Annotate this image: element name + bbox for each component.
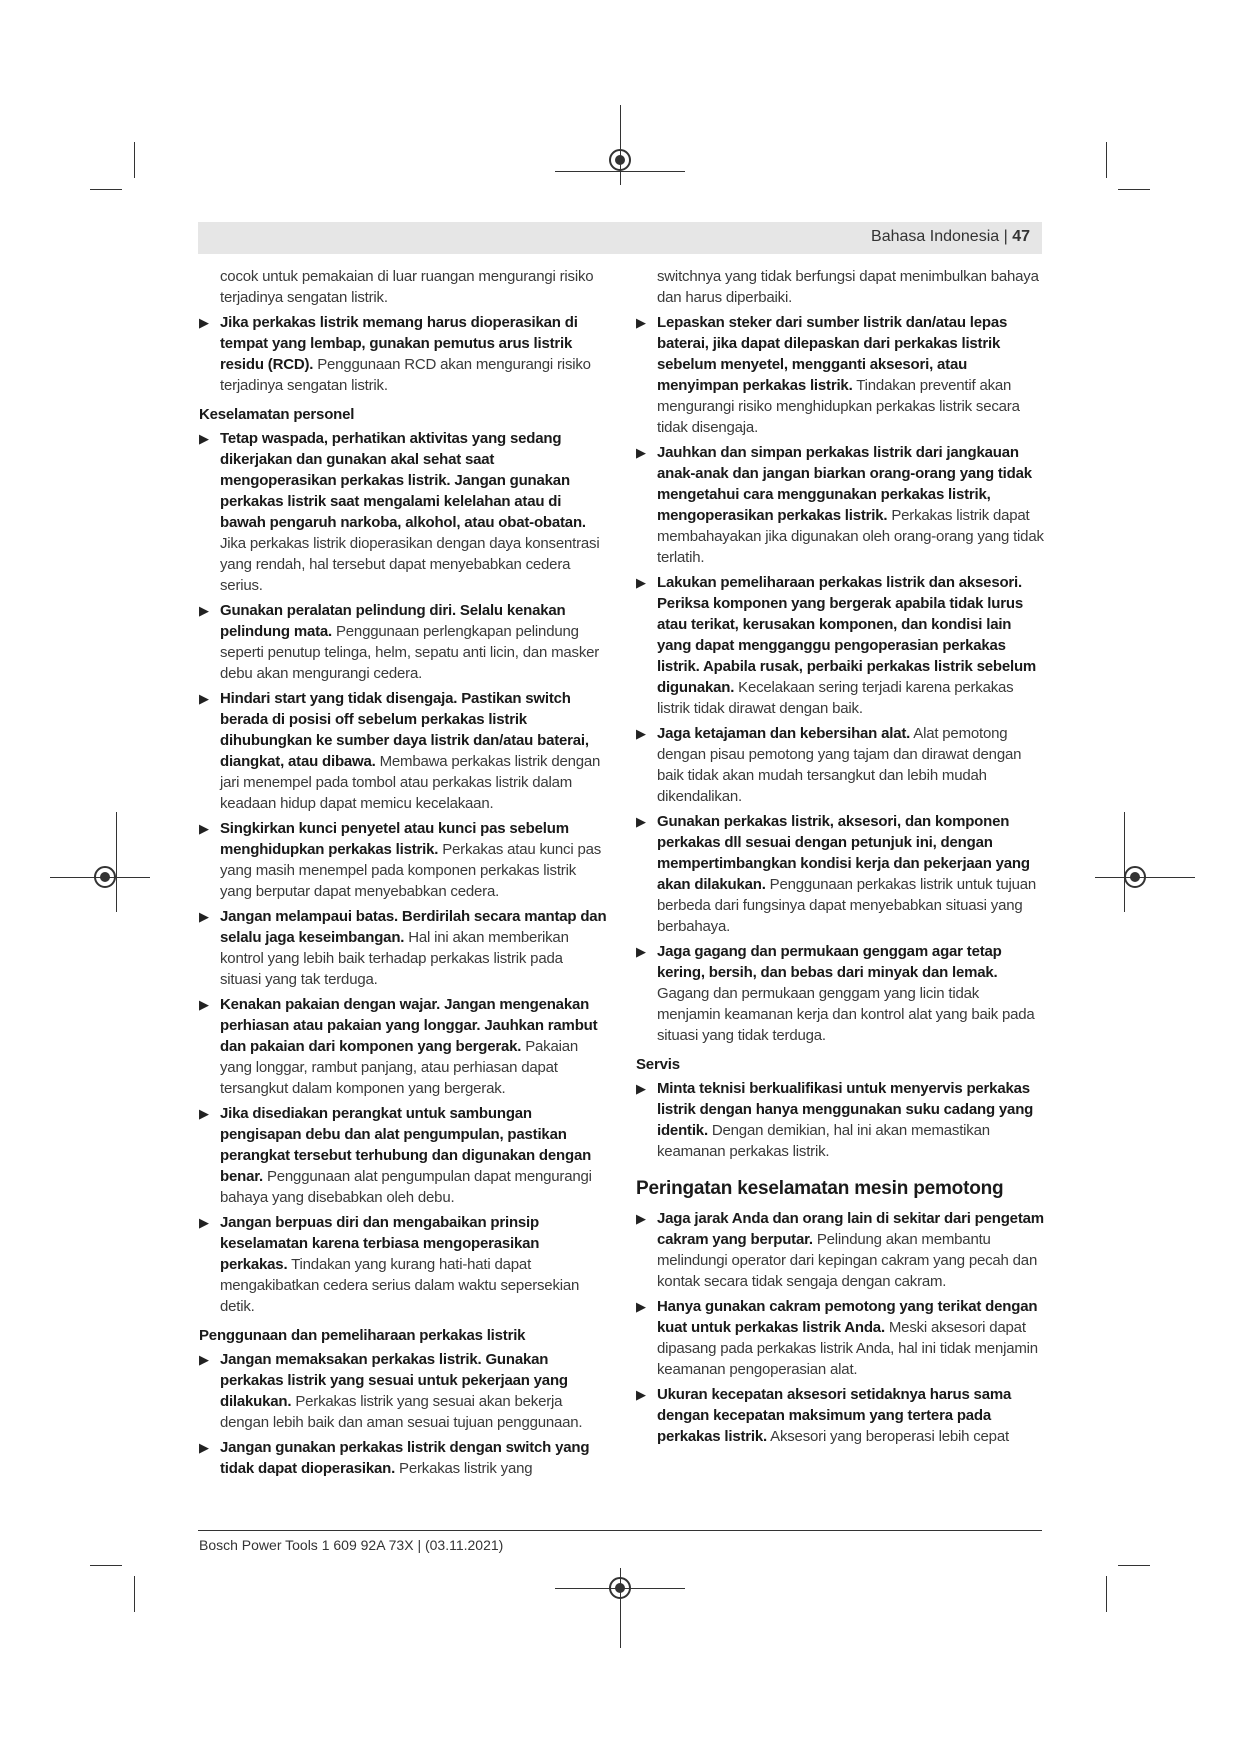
bullet-arrow-icon: ▶ — [636, 1081, 646, 1096]
bullet-text: Gagang dan permukaan genggam yang licin tidak menjamin keamanan kerja dan kontrol alat yang baik pada situasi yang tidak terduga. — [657, 985, 1035, 1044]
bullet-text: Tindakan yang kurang hati-hati dapat mengakibatkan cedera serius dalam waktu sepersekian detik. — [220, 1256, 580, 1315]
crop-mark — [90, 1565, 122, 1566]
left-column — [199, 266, 607, 1483]
bullet-item — [199, 1349, 607, 1433]
bullet-lead: Jaga ketajaman dan kebersihan alat. — [657, 725, 911, 742]
footer-rule — [198, 1530, 1042, 1531]
header-language: Bahasa Indonesia — [871, 228, 1000, 245]
registration-line-v — [1124, 812, 1125, 912]
header-separator: | — [999, 228, 1013, 245]
bullet-arrow-icon: ▶ — [636, 315, 646, 330]
bullet-text: Pakaian yang longgar, rambut panjang, atau perhiasan dapat tersangkut dalam komponen yang bergerak. — [220, 1038, 579, 1097]
bullet-text: Tindakan preventif akan mengurangi risiko menghidupkan perkakas listrik secara tidak disengaja. — [657, 377, 1020, 436]
bullet-item — [199, 312, 607, 396]
subheading-service: Servis — [636, 1056, 680, 1073]
bullet-text: Perkakas listrik dapat membahayakan jika digunakan oleh orang-orang yang tidak terlatih. — [657, 507, 1044, 566]
registration-mark-icon — [609, 1577, 631, 1599]
bullet-lead: Kenakan pakaian dengan wajar. Jangan mengenakan perhiasan atau pakaian yang longgar. Jauhkan rambut dan pakaian dari komponen yang bergerak. — [220, 996, 598, 1055]
bullet-item — [199, 428, 607, 596]
bullet-lead: Jauhkan dan simpan perkakas listrik dari jangkauan anak-anak dan jangan biarkan orang-orang yang tidak mengetahui cara menggunakan perkakas listrik, mengoperasikan perkakas listrik. — [657, 444, 1032, 524]
bullet-arrow-icon: ▶ — [636, 445, 646, 460]
crop-mark — [134, 142, 135, 178]
page-header — [198, 222, 1042, 254]
bullet-lead: Jika perkakas listrik memang harus dioperasikan di tempat yang lembap, gunakan pemutus arus listrik residu (RCD). — [220, 314, 578, 373]
bullet-lead: Jangan gunakan perkakas listrik dengan switch yang tidak dapat dioperasikan. — [220, 1439, 590, 1477]
bullet-item — [636, 941, 1044, 1046]
bullet-arrow-icon: ▶ — [199, 691, 209, 706]
bullet-arrow-icon: ▶ — [199, 821, 209, 836]
bullet-arrow-icon: ▶ — [636, 944, 646, 959]
bullet-arrow-icon: ▶ — [636, 1299, 646, 1314]
right-column — [636, 266, 1044, 1451]
continued-paragraph: switchnya yang tidak berfungsi dapat menimbulkan bahaya dan harus diperbaiki. — [657, 268, 1039, 306]
bullet-item — [199, 906, 607, 990]
bullet-text: Dengan demikian, hal ini akan memastikan keamanan perkakas listrik. — [657, 1122, 990, 1160]
registration-mark-icon — [609, 149, 631, 171]
bullet-text: Perkakas atau kunci pas yang masih menempel pada komponen perkakas listrik yang berputar dapat menyebabkan cedera. — [220, 841, 602, 900]
bullet-text: Kecelakaan sering terjadi karena perkakas listrik tidak dirawat dengan baik. — [657, 679, 1014, 717]
bullet-item — [199, 1103, 607, 1208]
bullet-item — [199, 818, 607, 902]
bullet-item — [199, 994, 607, 1099]
bullet-item — [636, 1078, 1044, 1162]
bullet-item — [636, 1384, 1044, 1447]
bullet-text: Meski aksesori dapat dipasang pada perkakas listrik Anda, hal ini tidak menjamin keamanan pengoperasian alat. — [657, 1319, 1038, 1378]
bullet-item — [199, 1437, 607, 1479]
bullet-item — [636, 723, 1044, 807]
bullet-text: Aksesori yang beroperasi lebih cepat — [767, 1428, 1009, 1445]
bullet-lead: Minta teknisi berkualifikasi untuk menyervis perkakas listrik dengan hanya menggunakan suku cadang yang identik. — [657, 1080, 1034, 1139]
bullet-lead: Jaga gagang dan permukaan genggam agar tetap kering, bersih, dan bebas dari minyak dan lemak. — [657, 943, 1002, 981]
crop-mark — [90, 189, 122, 190]
bullet-text: Perkakas listrik yang sesuai akan bekerja dengan lebih baik dan aman sesuai tujuan penggunaan. — [220, 1393, 583, 1431]
registration-line-v — [620, 105, 621, 185]
bullet-arrow-icon: ▶ — [636, 1387, 646, 1402]
bullet-lead: Gunakan peralatan pelindung diri. Selalu kenakan pelindung mata. — [220, 602, 566, 640]
bullet-item — [199, 600, 607, 684]
bullet-arrow-icon: ▶ — [199, 315, 209, 330]
registration-mark-icon — [1124, 866, 1146, 888]
bullet-item — [636, 1296, 1044, 1380]
bullet-lead: Hanya gunakan cakram pemotong yang terikat dengan kuat untuk perkakas listrik Anda. — [657, 1298, 1038, 1336]
bullet-lead: Jangan melampaui batas. Berdirilah secara mantap dan selalu jaga keseimbangan. — [220, 908, 607, 946]
bullet-arrow-icon: ▶ — [199, 603, 209, 618]
bullet-text: Pelindung akan membantu melindungi operator dari kepingan cakram yang pecah dan kontak secara tidak sengaja dengan cakram. — [657, 1231, 1038, 1290]
bullet-lead: Jaga jarak Anda dan orang lain di sekitar dari pengetam cakram yang berputar. — [657, 1210, 1044, 1248]
bullet-lead: Jangan berpuas diri dan mengabaikan prinsip keselamatan karena terbiasa mengoperasikan perkakas. — [220, 1214, 540, 1273]
page-number: 47 — [1012, 228, 1030, 245]
bullet-lead: Gunakan perkakas listrik, aksesori, dan komponen perkakas dll sesuai dengan petunjuk ini, dengan mempertimbangkan kondisi kerja dan pekerjaan yang akan dilakukan. — [657, 813, 1030, 893]
bullet-arrow-icon: ▶ — [199, 1106, 209, 1121]
bullet-item — [636, 312, 1044, 438]
crop-mark — [1118, 1565, 1150, 1566]
bullet-text: Penggunaan RCD akan mengurangi risiko terjadinya sengatan listrik. — [220, 356, 591, 394]
bullet-item — [636, 1208, 1044, 1292]
bullet-lead: Ukuran kecepatan aksesori setidaknya harus sama dengan kecepatan maksimum yang tertera pada perkakas listrik. — [657, 1386, 1012, 1445]
bullet-text: Penggunaan perlengkapan pelindung seperti penutup telinga, helm, sepatu anti licin, dan masker debu akan mengurangi cedera. — [220, 623, 600, 682]
crop-mark — [1118, 189, 1150, 190]
bullet-text: Jika perkakas listrik dioperasikan dengan daya konsentrasi yang rendah, hal tersebut dapat menyebabkan cedera serius. — [220, 535, 600, 594]
crop-mark — [134, 1576, 135, 1612]
bullet-arrow-icon: ▶ — [199, 909, 209, 924]
registration-line-v — [116, 812, 117, 912]
registration-mark-icon — [94, 866, 116, 888]
continued-paragraph: cocok untuk pemakaian di luar ruangan mengurangi risiko terjadinya sengatan listrik. — [220, 268, 594, 306]
bullet-lead: Lakukan pemeliharaan perkakas listrik dan aksesori. Periksa komponen yang bergerak apabila tidak lurus atau terikat, kerusakan komponen, dan kondisi lain yang dapat mengganggu pengoperasian perkakas listrik. Apabila rusak, perbaiki perkakas listrik sebelum digunakan. — [657, 574, 1037, 696]
bullet-arrow-icon: ▶ — [199, 431, 209, 446]
bullet-item — [636, 442, 1044, 568]
bullet-text: Perkakas listrik yang — [395, 1460, 533, 1477]
bullet-item — [199, 688, 607, 814]
bullet-arrow-icon: ▶ — [636, 814, 646, 829]
bullet-arrow-icon: ▶ — [636, 1211, 646, 1226]
crop-mark — [1106, 142, 1107, 178]
bullet-item — [636, 572, 1044, 719]
bullet-text: Alat pemotong dengan pisau pemotong yang tajam dan dirawat dengan baik tidak akan mudah tersangkut dan lebih mudah dikendalikan. — [657, 725, 1022, 805]
bullet-lead: Singkirkan kunci penyetel atau kunci pas sebelum menghidupkan perkakas listrik. — [220, 820, 569, 858]
bullet-lead: Lepaskan steker dari sumber listrik dan/atau lepas baterai, jika dapat dilepaskan dari perkakas listrik sebelum menyetel, mengganti aksesori, atau menyimpan perkakas listrik. — [657, 314, 1008, 394]
subheading-personal-safety: Keselamatan personel — [199, 406, 355, 423]
bullet-lead: Tetap waspada, perhatikan aktivitas yang sedang dikerjakan dan gunakan akal sehat saat mengoperasikan perkakas listrik. Jangan gunakan perkakas listrik saat mengalami kelelahan atau di bawah pengaruh narkoba, alkohol, atau obat-obatan. — [220, 430, 586, 531]
page-footer: Bosch Power Tools 1 609 92A 73X | (03.11.2021) — [199, 1537, 504, 1553]
bullet-text: Penggunaan perkakas listrik untuk tujuan berbeda dari fungsinya dapat menyebabkan situasi yang berbahaya. — [657, 876, 1037, 935]
bullet-lead: Jangan memaksakan perkakas listrik. Gunakan perkakas listrik yang sesuai untuk pekerjaan yang dilakukan. — [220, 1351, 568, 1410]
bullet-lead: Jika disediakan perangkat untuk sambungan pengisapan debu dan alat pengumpulan, pastikan perangkat tersebut terhubung dan digunakan dengan benar. — [220, 1105, 592, 1185]
bullet-text: Membawa perkakas listrik dengan jari menempel pada tombol atau perkakas listrik dalam keadaan hidup dapat memicu kecelakaan. — [220, 753, 601, 812]
section-heading: Peringatan keselamatan mesin pemotong — [636, 1178, 1004, 1199]
crop-mark — [1106, 1576, 1107, 1612]
bullet-text: Penggunaan alat pengumpulan dapat mengurangi bahaya yang disebabkan oleh debu. — [220, 1168, 592, 1206]
bullet-arrow-icon: ▶ — [199, 997, 209, 1012]
bullet-text: Hal ini akan memberikan kontrol yang lebih baik terhadap perkakas listrik pada situasi yang tak terduga. — [220, 929, 569, 988]
header-title — [871, 228, 1030, 246]
bullet-arrow-icon: ▶ — [636, 575, 646, 590]
bullet-arrow-icon: ▶ — [199, 1215, 209, 1230]
bullet-lead: Hindari start yang tidak disengaja. Pastikan switch berada di posisi off sebelum perkakas listrik dihubungkan ke sumber daya listrik dan/atau baterai, diangkat, atau dibawa. — [220, 690, 589, 770]
bullet-item — [199, 1212, 607, 1317]
bullet-arrow-icon: ▶ — [636, 726, 646, 741]
bullet-item — [636, 811, 1044, 937]
bullet-arrow-icon: ▶ — [199, 1440, 209, 1455]
subheading-tool-use: Penggunaan dan pemeliharaan perkakas listrik — [199, 1327, 526, 1344]
bullet-arrow-icon: ▶ — [199, 1352, 209, 1367]
